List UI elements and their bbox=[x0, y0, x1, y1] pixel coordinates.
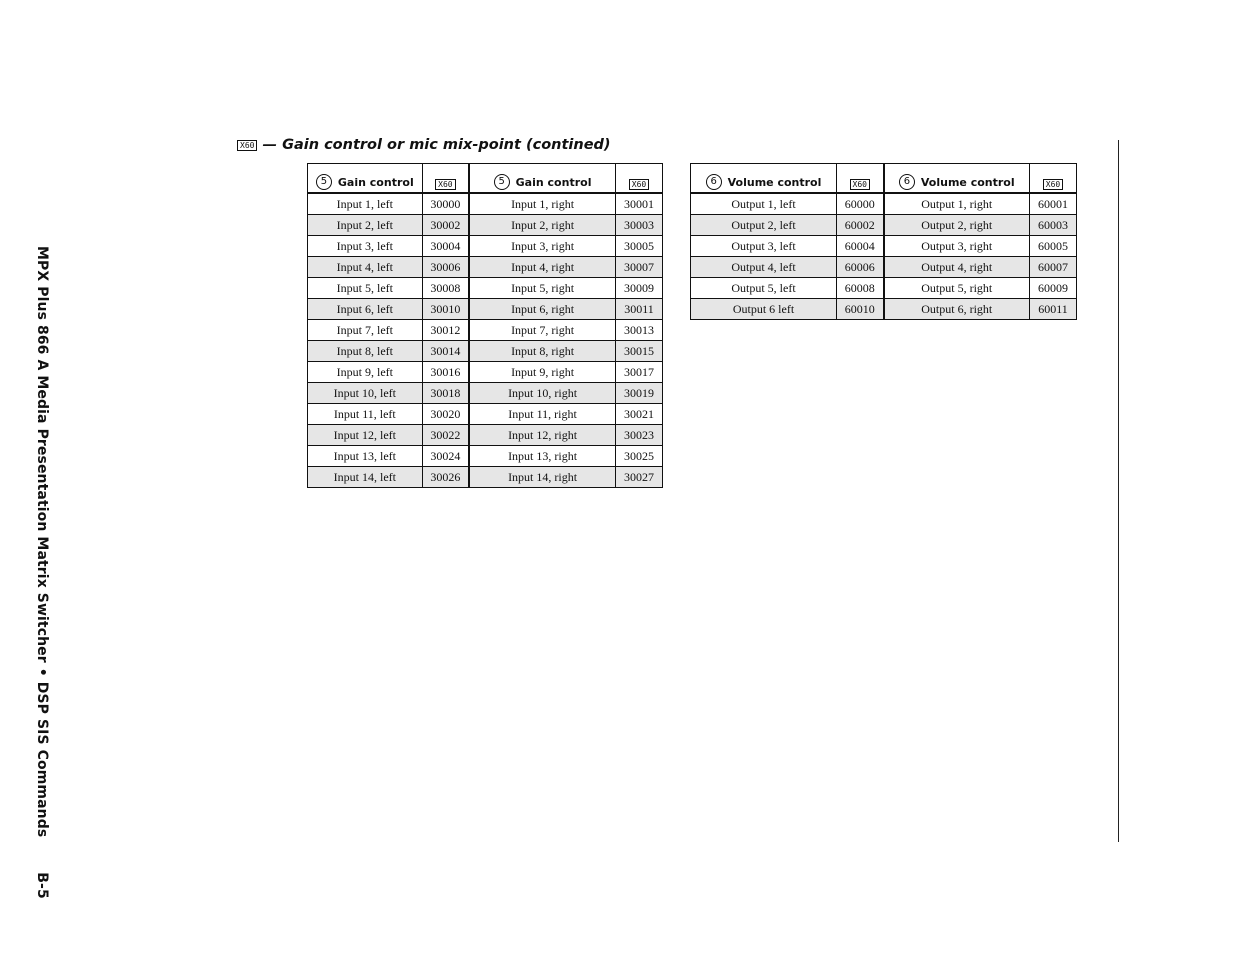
x60-tag: X60 bbox=[629, 179, 649, 190]
channel-cell: Output 3, right bbox=[884, 236, 1030, 257]
table-row bbox=[691, 236, 1077, 257]
table-row bbox=[308, 215, 663, 236]
code-cell: 30022 bbox=[422, 425, 469, 446]
code-cell: 60005 bbox=[1030, 236, 1077, 257]
code-cell: 30026 bbox=[422, 467, 469, 488]
channel-cell: Output 5, right bbox=[884, 278, 1030, 299]
code-cell: 30025 bbox=[616, 446, 663, 467]
channel-cell: Input 7, left bbox=[308, 320, 423, 341]
gain-header-right bbox=[469, 164, 616, 194]
channel-cell: Input 4, left bbox=[308, 257, 423, 278]
column-label: Volume control bbox=[727, 176, 822, 189]
table-row bbox=[691, 193, 1077, 215]
code-cell: 30001 bbox=[616, 193, 663, 215]
channel-cell: Input 9, left bbox=[308, 362, 423, 383]
circled-number-5: 5 bbox=[316, 174, 332, 190]
section-heading-text: — Gain control or mic mix-point (contined) bbox=[262, 137, 611, 153]
channel-cell: Input 13, right bbox=[469, 446, 616, 467]
channel-cell: Input 5, right bbox=[469, 278, 616, 299]
running-header bbox=[28, 246, 58, 899]
column-label: Gain control bbox=[515, 176, 592, 189]
code-cell: 30002 bbox=[422, 215, 469, 236]
column-label: Gain control bbox=[337, 176, 414, 189]
code-cell: 30027 bbox=[616, 467, 663, 488]
x60-tag: X60 bbox=[850, 179, 870, 190]
channel-cell: Input 11, left bbox=[308, 404, 423, 425]
code-cell: 30019 bbox=[616, 383, 663, 404]
code-cell: 60006 bbox=[837, 257, 884, 278]
code-cell: 60010 bbox=[837, 299, 884, 320]
circled-number-6: 6 bbox=[706, 174, 722, 190]
channel-cell: Input 8, left bbox=[308, 341, 423, 362]
code-cell: 30016 bbox=[422, 362, 469, 383]
table-row bbox=[691, 299, 1077, 320]
channel-cell: Input 7, right bbox=[469, 320, 616, 341]
code-cell: 30004 bbox=[422, 236, 469, 257]
code-header-left bbox=[422, 164, 469, 194]
gain-header-left bbox=[308, 164, 423, 194]
channel-cell: Output 1, right bbox=[884, 193, 1030, 215]
volume-header-left bbox=[691, 164, 837, 194]
channel-cell: Output 2, left bbox=[691, 215, 837, 236]
code-cell: 60007 bbox=[1030, 257, 1077, 278]
x60-tag: X60 bbox=[237, 140, 257, 151]
margin-rule bbox=[1118, 140, 1119, 842]
document-title: MPX Plus 866 A Media Presentation Matrix Switcher • DSP SIS Commands bbox=[34, 246, 50, 838]
channel-cell: Output 4, right bbox=[884, 257, 1030, 278]
table-row bbox=[691, 278, 1077, 299]
channel-cell: Input 14, left bbox=[308, 467, 423, 488]
channel-cell: Input 11, right bbox=[469, 404, 616, 425]
code-cell: 60004 bbox=[837, 236, 884, 257]
code-cell: 30009 bbox=[616, 278, 663, 299]
table-row bbox=[308, 278, 663, 299]
table-header-row bbox=[691, 164, 1077, 194]
channel-cell: Output 1, left bbox=[691, 193, 837, 215]
channel-cell: Output 6 left bbox=[691, 299, 837, 320]
code-cell: 30010 bbox=[422, 299, 469, 320]
code-cell: 30020 bbox=[422, 404, 469, 425]
x60-tag: X60 bbox=[435, 179, 455, 190]
channel-cell: Input 2, left bbox=[308, 215, 423, 236]
table-row bbox=[308, 467, 663, 488]
code-cell: 30018 bbox=[422, 383, 469, 404]
code-cell: 30017 bbox=[616, 362, 663, 383]
circled-number-6: 6 bbox=[899, 174, 915, 190]
channel-cell: Input 10, left bbox=[308, 383, 423, 404]
channel-cell: Input 3, right bbox=[469, 236, 616, 257]
table-row bbox=[308, 425, 663, 446]
section-heading bbox=[237, 137, 611, 153]
channel-cell: Input 12, left bbox=[308, 425, 423, 446]
code-cell: 30007 bbox=[616, 257, 663, 278]
channel-cell: Input 6, right bbox=[469, 299, 616, 320]
volume-control-table bbox=[690, 163, 1077, 320]
table-row bbox=[308, 236, 663, 257]
code-cell: 30024 bbox=[422, 446, 469, 467]
page-number: B-5 bbox=[34, 872, 50, 899]
table-row bbox=[308, 341, 663, 362]
code-cell: 60001 bbox=[1030, 193, 1077, 215]
channel-cell: Output 2, right bbox=[884, 215, 1030, 236]
table-row bbox=[308, 362, 663, 383]
channel-cell: Input 2, right bbox=[469, 215, 616, 236]
channel-cell: Input 6, left bbox=[308, 299, 423, 320]
code-cell: 30012 bbox=[422, 320, 469, 341]
code-cell: 30015 bbox=[616, 341, 663, 362]
code-cell: 30014 bbox=[422, 341, 469, 362]
channel-cell: Output 6, right bbox=[884, 299, 1030, 320]
channel-cell: Input 14, right bbox=[469, 467, 616, 488]
channel-cell: Input 1, left bbox=[308, 193, 423, 215]
code-cell: 30023 bbox=[616, 425, 663, 446]
code-cell: 30008 bbox=[422, 278, 469, 299]
code-cell: 30011 bbox=[616, 299, 663, 320]
channel-cell: Input 5, left bbox=[308, 278, 423, 299]
table-row bbox=[691, 257, 1077, 278]
circled-number-5: 5 bbox=[494, 174, 510, 190]
channel-cell: Input 13, left bbox=[308, 446, 423, 467]
code-cell: 30006 bbox=[422, 257, 469, 278]
code-cell: 60009 bbox=[1030, 278, 1077, 299]
code-header-left bbox=[837, 164, 884, 194]
code-cell: 60011 bbox=[1030, 299, 1077, 320]
table-row bbox=[308, 446, 663, 467]
channel-cell: Output 4, left bbox=[691, 257, 837, 278]
code-header-right bbox=[616, 164, 663, 194]
gain-control-table bbox=[307, 163, 663, 488]
table-row bbox=[691, 215, 1077, 236]
table-row bbox=[308, 404, 663, 425]
channel-cell: Input 8, right bbox=[469, 341, 616, 362]
channel-cell: Output 5, left bbox=[691, 278, 837, 299]
channel-cell: Output 3, left bbox=[691, 236, 837, 257]
code-cell: 30013 bbox=[616, 320, 663, 341]
code-cell: 60008 bbox=[837, 278, 884, 299]
code-cell: 30005 bbox=[616, 236, 663, 257]
table-row bbox=[308, 383, 663, 404]
table-row bbox=[308, 299, 663, 320]
code-cell: 60003 bbox=[1030, 215, 1077, 236]
channel-cell: Input 3, left bbox=[308, 236, 423, 257]
table-row bbox=[308, 257, 663, 278]
code-cell: 30000 bbox=[422, 193, 469, 215]
code-cell: 60000 bbox=[837, 193, 884, 215]
x60-tag: X60 bbox=[1043, 179, 1063, 190]
channel-cell: Input 12, right bbox=[469, 425, 616, 446]
channel-cell: Input 9, right bbox=[469, 362, 616, 383]
table-row bbox=[308, 320, 663, 341]
channel-cell: Input 10, right bbox=[469, 383, 616, 404]
code-header-right bbox=[1030, 164, 1077, 194]
table-header-row bbox=[308, 164, 663, 194]
channel-cell: Input 4, right bbox=[469, 257, 616, 278]
column-label: Volume control bbox=[920, 176, 1015, 189]
volume-header-right bbox=[884, 164, 1030, 194]
channel-cell: Input 1, right bbox=[469, 193, 616, 215]
table-row bbox=[308, 193, 663, 215]
code-cell: 30003 bbox=[616, 215, 663, 236]
code-cell: 60002 bbox=[837, 215, 884, 236]
code-cell: 30021 bbox=[616, 404, 663, 425]
